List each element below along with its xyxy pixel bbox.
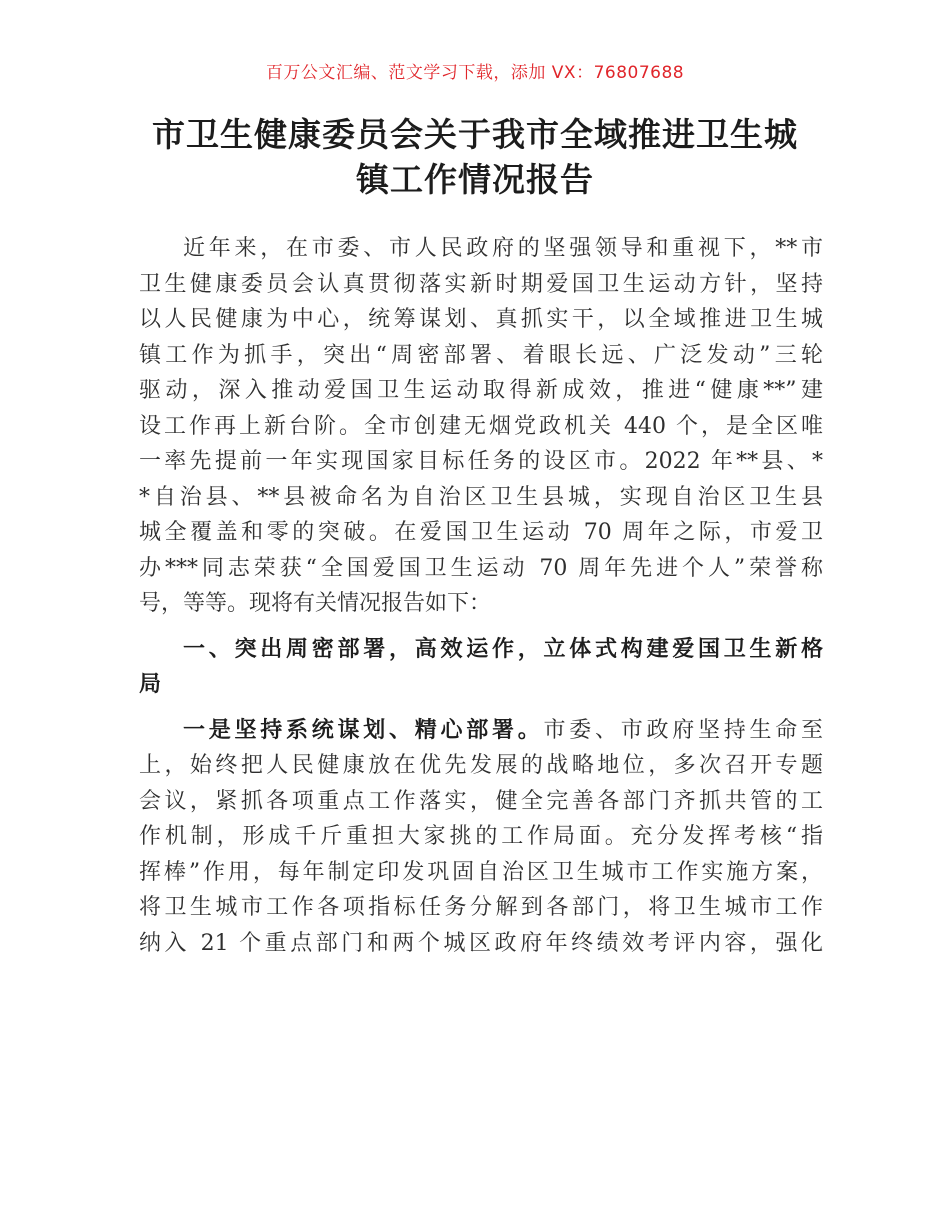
paragraph-line: 作机制，形成千斤重担大家挑的工作局面。充分发挥考核“指 bbox=[139, 824, 823, 849]
section-heading-line: 一、突出周密部署，高效运作，立体式构建爱国卫生新格 bbox=[183, 636, 823, 662]
paragraph-line: 近年来，在市委、市人民政府的坚强领导和重视下，**市 bbox=[183, 236, 823, 261]
paragraph-line: 以人民健康为中心，统筹谋划、真抓实干，以全域推进卫生城 bbox=[139, 307, 823, 332]
paragraph-lead: 一是坚持系统谋划、精心部署。 bbox=[183, 717, 544, 743]
paragraph-line: 上，始终把人民健康放在优先发展的战略地位，多次召开专题 bbox=[139, 753, 823, 778]
paragraph-line: 办***同志荣获“全国爱国卫生运动 70 周年先进个人”荣誉称 bbox=[139, 555, 823, 581]
paragraph-line-rest: 市委、市政府坚持生命至 bbox=[543, 717, 823, 743]
paragraph-line: 设工作再上新台阶。全市创建无烟党政机关 440 个，是全区唯 bbox=[139, 413, 823, 439]
paragraph-line: 挥棒”作用，每年制定印发巩固自治区卫生城市工作实施方案， bbox=[139, 859, 823, 885]
paragraph-line: 一率先提前一年实现国家目标任务的设区市。2022 年**县、* bbox=[139, 449, 823, 474]
paragraph-intro bbox=[139, 231, 823, 622]
paragraph-line: 驱动，深入推动爱国卫生运动取得新成效，推进“健康**”建 bbox=[139, 378, 823, 403]
document-body bbox=[139, 231, 823, 961]
paragraph-line: 城全覆盖和零的突破。在爱国卫生运动 70 周年之际，市爱卫 bbox=[139, 520, 823, 545]
title-line-2: 镇工作情况报告 bbox=[356, 160, 594, 199]
paragraph-line: 卫生健康委员会认真贯彻落实新时期爱国卫生运动方针，坚持 bbox=[139, 271, 823, 297]
title-line-1: 市卫生健康委员会关于我市全域推进卫生城 bbox=[152, 115, 798, 154]
paragraph-gap bbox=[139, 622, 823, 632]
paragraph-line: 镇工作为抓手，突出“周密部署、着眼长远、广泛发动”三轮 bbox=[139, 342, 823, 368]
paragraph-line: *自治县、**县被命名为自治区卫生县城，实现自治区卫生县 bbox=[139, 484, 823, 510]
paragraph-line: 号，等等。现将有关情况报告如下： bbox=[139, 591, 492, 616]
section-heading-line: 局 bbox=[139, 672, 162, 697]
paragraph-line: 纳入 21 个重点部门和两个城区政府年终绩效考评内容，强化 bbox=[139, 930, 823, 956]
paragraph-line: 将卫生城市工作各项指标任务分解到各部门，将卫生城市工作 bbox=[139, 895, 823, 920]
paragraph-line bbox=[139, 713, 823, 749]
paragraph-line: 会议，紧抓各项重点工作落实，健全完善各部门齐抓共管的工 bbox=[139, 788, 823, 814]
document-title bbox=[120, 112, 830, 202]
paragraph-gap bbox=[139, 703, 823, 713]
paragraph-system-planning bbox=[139, 713, 823, 962]
section-heading-1 bbox=[139, 632, 823, 703]
header-notice: 百万公文汇编、范文学习下载，添加 VX：76807688 bbox=[265, 63, 685, 83]
